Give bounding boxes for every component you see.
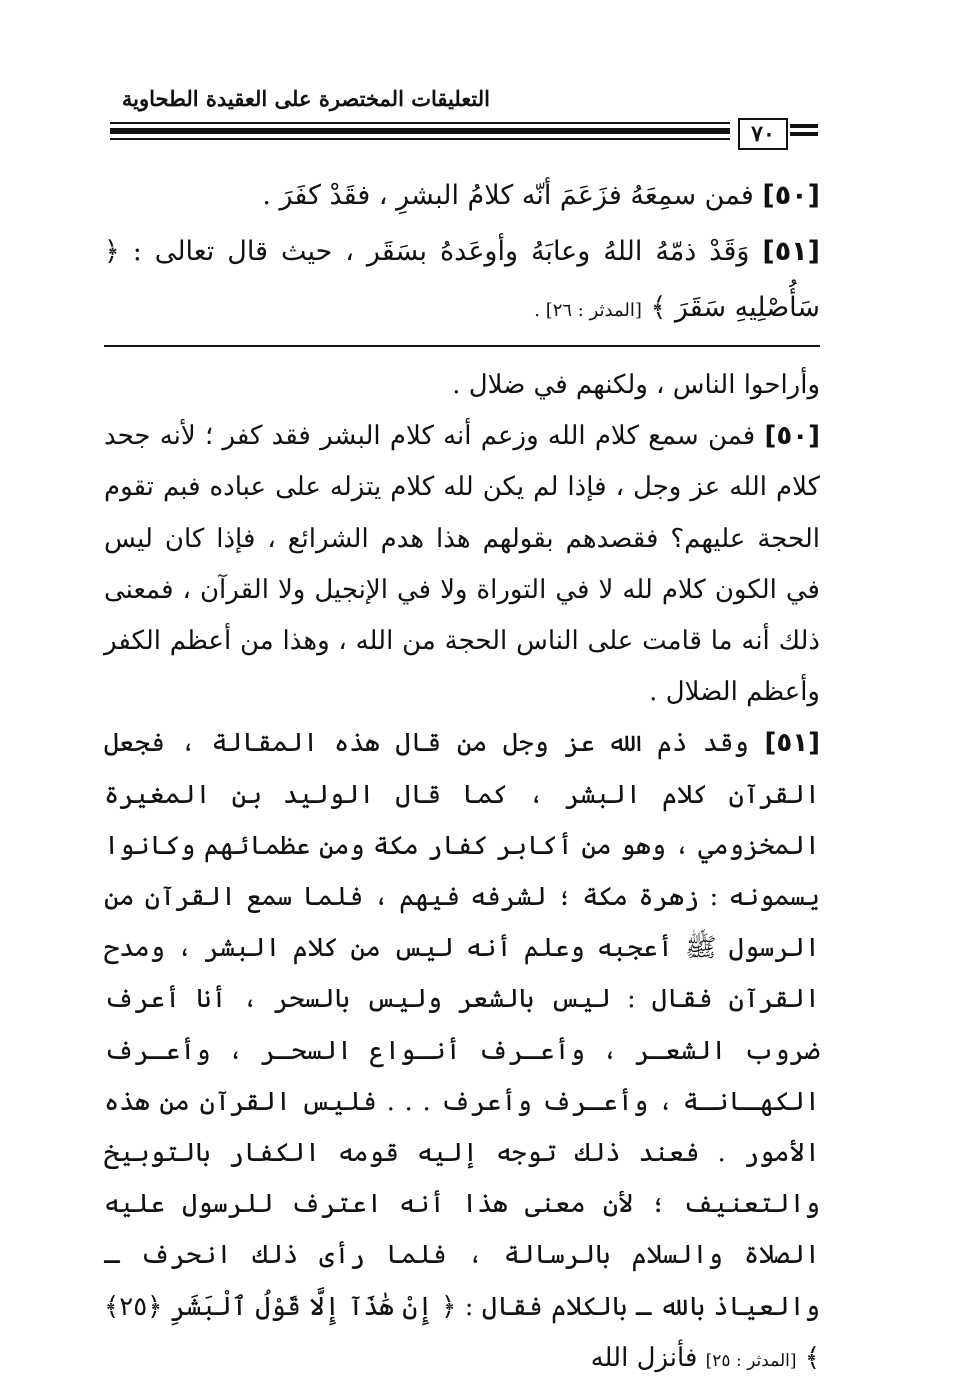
matn-reference-51: [المدثر : ٢٦] . [534,300,642,321]
matn-number-51: [٥١] [762,236,820,267]
page-number: ٧٠ [751,121,775,147]
matn-text-50: فمن سمِعَهُ فزَعَمَ أنّه كلامُ البشرِ ، فقَدْ كفَرَ . [262,180,754,211]
header-rule-thick [110,128,730,134]
sharh-reference-51: [المدثر : ٢٥] [705,1350,797,1371]
footnote-separator [104,345,820,347]
sharh-number-50: [٥٠] [764,421,820,452]
sharh-intro: وأراحوا الناس ، ولكنهم في ضلال . [452,370,820,400]
running-header-title: التعليقات المختصرة على العقيدة الطحاوية [121,86,490,111]
ornament-bar [790,132,818,136]
header-rule-thin [110,122,730,124]
sharh-paragraph-51 [104,718,820,1387]
header-rule-thin-bottom [110,138,730,140]
sharh-number-51: [٥١] [764,728,821,759]
sharh-paragraph-50 [104,411,820,718]
matn-text-51: وَقَدْ ذمّهُ اللهُ وعابَهُ وأوعَدهُ بسَقَر ، حيث قال تعالى : ﴿ سَأُصْلِيهِ سَقَرَ ﴾ [104,236,820,323]
sharh-text-50: فمن سمع كلام الله وزعم أنه كلام البشر فقد كفر ؛ لأنه جحد كلام الله عز وجل ، فإذا لم يكن لله كلام يتزله على عباده فبم تقوم الحجة عليهم؟ فقصدهم بقولهم هذا هدم الشرائع ، فإذا كان ليس في الكون كلام لله لا في التوراة ولا في الإنجيل ولا القرآن ، فمعنى ذلك أنه ما قامت على الناس الحجة من الله ، وهذا من أعظم الكفر وأعظم الضلال . [104,421,820,708]
matn-text [104,168,820,339]
sharh-text-51: وقد ذم الله عز وجل من قال هذه المقالة ، فجعل القرآن كلام البشر ، كما قال الوليد بن المغيرة المخزومي ، وهو من أكابر كفار مكة ومن عظمائهم وكانوا يسمونه : زهرة مكة ؛ لشرفه فيهم ، فلما سمع القرآن من الرسول ﷺ أعجبه وعلم أنه ليس من كلام البشر ، ومدح القرآن فقال : ليس بالشعر وليس بالسحر ، أنا أعرف ضروب الشعـر ، وأعـرف أنـواع السحـر ، وأعـرف الكهـانـة ، وأعـرف وأعرف . . . فليس القرآن من هذه الأمور . فعند ذلك توجه إليه قومه الكفار بالتوبيخ والتعنيف ؛ لأن معنى هذا أنه اعترف للرسول عليه الصلاة والسلام بالرسالة ، فلما رأى ذلك انحرف ـ والعياذ بالله ـ بالكلام فقال : ﴿ إِنْ هَٰذَآ إِلَّا قَوْلُ ٱلْبَشَرِ ﴿٢٥﴾ ﴾ [104,728,820,1373]
matn-paragraph-50 [104,168,820,224]
header-ornament [790,124,818,140]
matn-paragraph-51 [104,224,820,339]
matn-number-50: [٥٠] [762,180,820,211]
sharh-text [104,360,820,1387]
sharh-tail-51: فأنزل الله [590,1342,698,1373]
header-rule [110,122,730,144]
ornament-bar [790,124,818,128]
page-number-box [738,118,788,150]
